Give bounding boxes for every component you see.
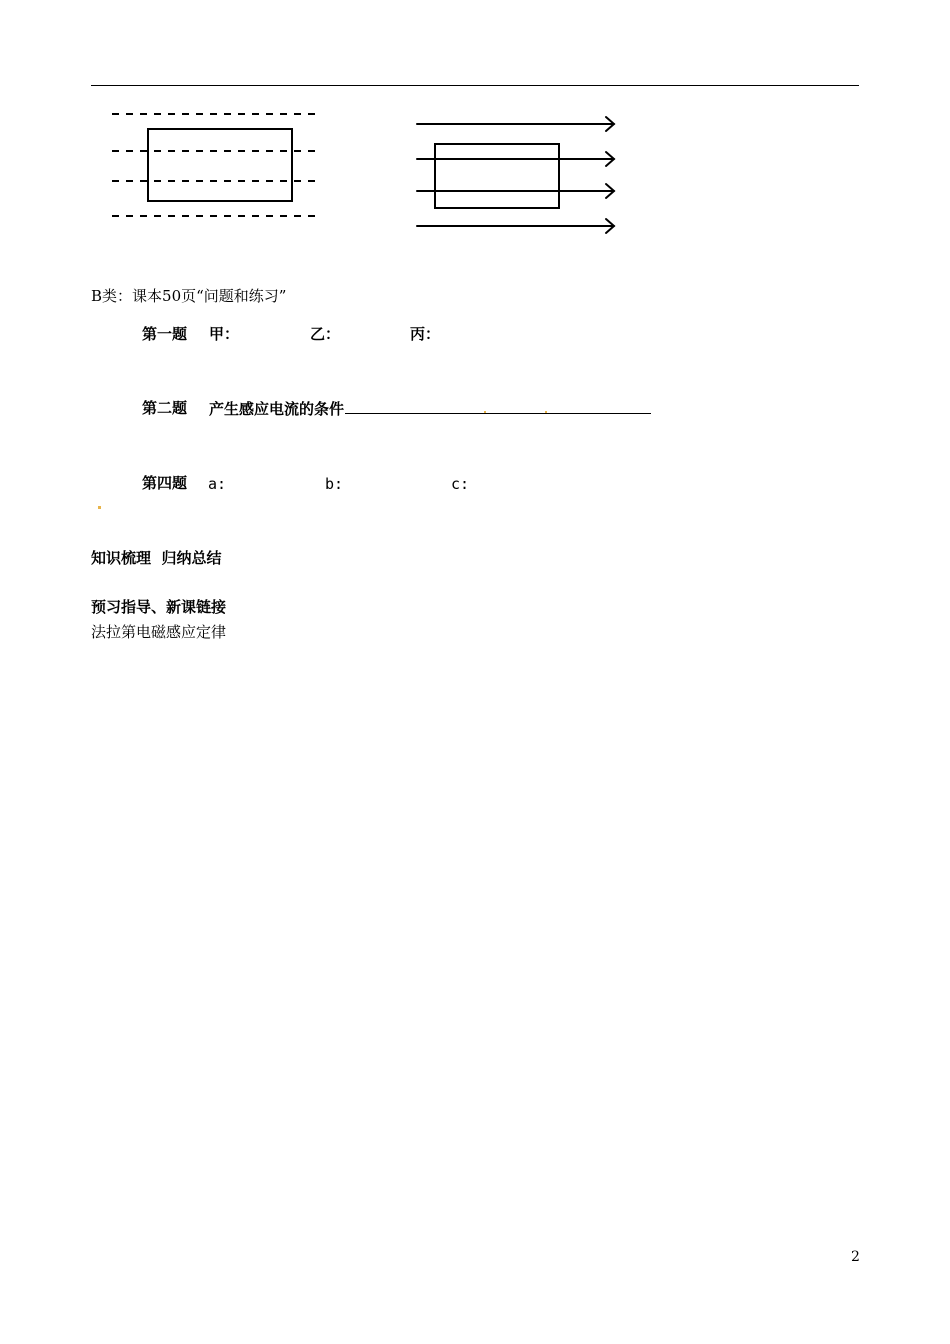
stray-mark	[484, 411, 486, 413]
q1-bing-label: 丙：	[410, 325, 441, 343]
q4-c-label: c:	[451, 475, 470, 493]
q2-label: 第二题	[142, 399, 188, 417]
stray-mark	[98, 506, 101, 509]
answer-blank[interactable]	[345, 399, 651, 414]
loop-rectangle	[435, 144, 559, 208]
q4-a-label: a:	[208, 475, 227, 493]
section-b-title: B类：课本50页“问题和练习”	[91, 287, 287, 305]
figure-dashed-field-loop	[100, 100, 330, 230]
q4-label: 第四题	[142, 474, 188, 492]
q1-yi-label: 乙：	[310, 325, 341, 343]
figure-arrow-field-loop	[410, 110, 630, 240]
q2-prompt-row	[209, 399, 651, 418]
q4-b-label: b:	[325, 475, 344, 493]
stray-mark	[545, 411, 547, 413]
page-number: 2	[851, 1249, 860, 1265]
preview-heading: 预习指导、新课链接	[91, 598, 227, 616]
loop-rectangle	[148, 129, 292, 201]
preview-text: 法拉第电磁感应定律	[91, 623, 227, 641]
summary-heading: 知识梳理 归纳总结	[91, 549, 222, 567]
q1-label: 第一题	[142, 325, 188, 343]
header-rule	[91, 85, 859, 86]
q1-jia-label: 甲：	[209, 325, 240, 343]
q2-prompt: 产生感应电流的条件	[209, 400, 345, 418]
